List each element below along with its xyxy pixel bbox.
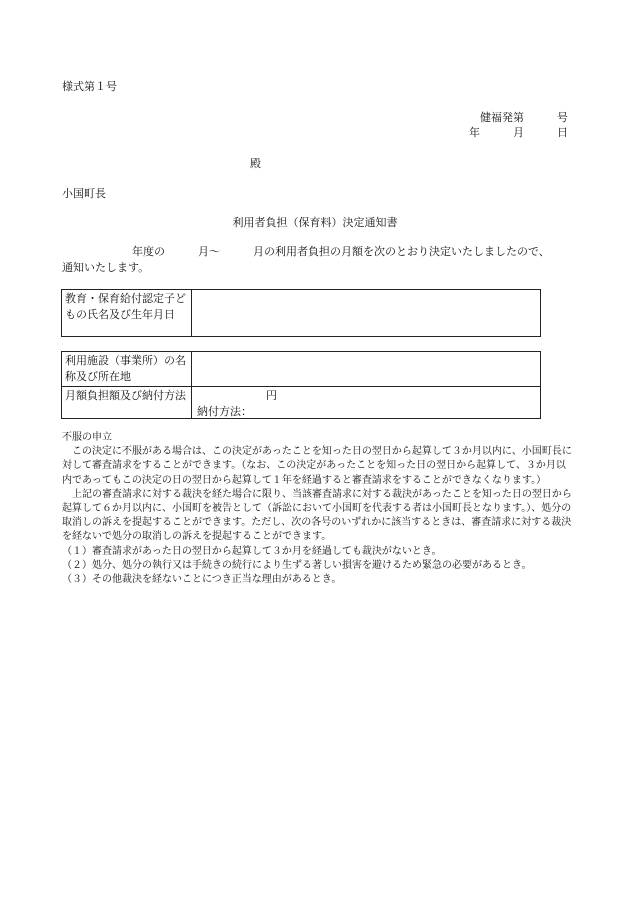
child-info-table <box>61 289 541 337</box>
payment-method-label: 納付方法： <box>197 404 252 418</box>
yen-unit: 円 <box>266 388 277 402</box>
fee-label: 月額負担額及び納付方法 <box>62 386 192 418</box>
body-text-line1 <box>62 245 550 258</box>
date-day: 日 <box>557 126 568 139</box>
appeal-paragraph-1: この決定に不服がある場合は、この決定があったことを知った日の翌日から起算して３か月以内に、小国町長に対して審査請求をすることができます。（なお、この決定があったことを知った日の翌日から起算して、３か月以内であってもこの決定の日の翌日から起算して１年を経過すると審査請求をすることができなくなります。） <box>62 446 572 486</box>
document-title: 利用者負担（保育料）決定通知書 <box>232 216 398 229</box>
appeal-item-3: （３）その他裁決を経ないことにつき正当な理由があるとき。 <box>62 574 342 586</box>
appeal-paragraph-2: 上記の審査請求に対する裁決を経た場合に限り、当該審査請求に対する裁決があったことを知った日の翌日から起算して６か月以内に、小国町を被告として（訴訟において小国町を代表する者は小国町長となります。）、処分の取消しの訴えを提起することができます。ただし、次の各号のいずれかに該当するときは、審査請求に対する裁決を経ないで処分の取消しの訴えを提起することができます。 <box>62 488 572 543</box>
appeal-section <box>62 431 574 587</box>
document-number: 健福発第 号 <box>480 111 568 124</box>
appeal-heading: 不服の申立 <box>62 432 112 443</box>
recipient-suffix: 殿 <box>250 157 261 170</box>
facility-field[interactable] <box>192 352 541 387</box>
facility-fee-table <box>61 351 541 419</box>
fee-field[interactable] <box>192 386 541 418</box>
child-name-birthdate-field[interactable] <box>192 290 541 337</box>
facility-label: 利用施設（事業所）の名称及び所在地 <box>62 352 192 387</box>
form-number: 様式第１号 <box>62 80 117 93</box>
date-year: 年 <box>469 126 480 139</box>
date-line <box>469 126 568 139</box>
appeal-item-2: （２）処分、処分の執行又は手続きの続行により生ずる著しい損害を避けるため緊急の必要があるとき。 <box>62 559 532 571</box>
appeal-item-1: （１）審査請求があった日の翌日から起算して３か月を経過しても裁決がないとき。 <box>62 545 442 557</box>
body-text-line2: 通知いたします。 <box>62 261 150 274</box>
issuer: 小国町長 <box>62 187 106 200</box>
child-name-birthdate-label: 教育・保育給付認定子どもの氏名及び生年月日 <box>62 290 192 337</box>
date-month: 月 <box>513 126 524 139</box>
body-text-line1-content: 年度の 月～ 月の利用者負担の月額を次のとおり決定いたしましたので、 <box>132 245 550 258</box>
